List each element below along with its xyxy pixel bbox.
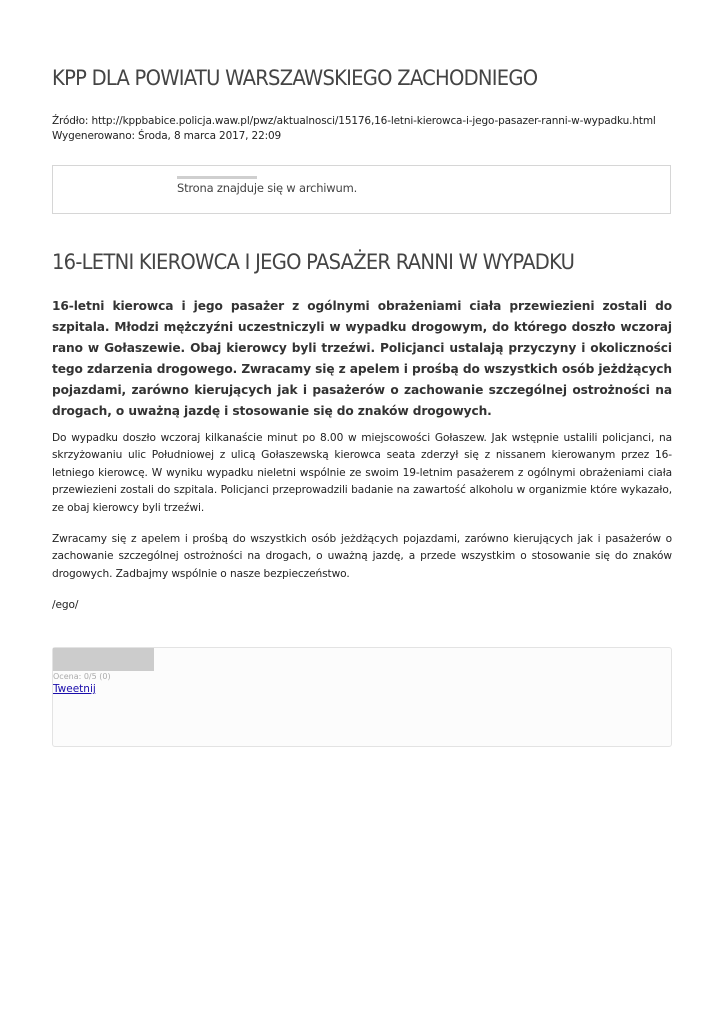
archive-notice-text: Strona znajduje się w archiwum. (177, 181, 358, 195)
article-paragraph: Do wypadku doszło wczoraj kilkanaście minut po 8.00 w miejscowości Gołaszew. Jak wstępnie ustalili policjanci, na skrzyżowaniu ulic Południowej z ulicą Gołaszewską kierowca seata zderzył się z nissanem kierowanym przez 16-letniego kierowcę. W wyniku wypadku nieletni wspólnie ze swoim 19-letnim pasażerem z ogólnymi obrażeniami ciała przewiezieni zostali do szpitala. Policjanci przeprowadzili badanie na zawartość alkoholu w organizmie które wykazało, ze obaj kierowcy byli trzeźwi. (52, 432, 672, 514)
article-lead: 16-letni kierowca i jego pasażer z ogólnymi obrażeniami ciała przewiezieni zostali do szpitala. Młodzi mężczyźni uczestniczyli w wypadku drogowym, do którego doszło wczoraj rano w Gołaszewie. Obaj kierowcy byli trzeźwi. Policjanci ustalają przyczyny i okoliczności tego zdarzenia drogowego. Zwracamy się z apelem i prośbą do wszystkich osób jeżdżących pojazdami, zarówno kierujących jak i pasażerów o zachowanie szczególnej ostrożności na drogach, o uważną jazdę i stosowanie się do znaków drogowych. (52, 299, 672, 418)
rating-stars[interactable] (53, 648, 154, 671)
article-paragraph: Zwracamy się z apelem i prośbą do wszystkich osób jeżdżących pojazdami, zarówno kierujących jak i pasażerów o zachowanie szczególnej ostrożności na drogach, o uważną jazdę, a przede wszystkim o stosowanie się do znaków drogowych. Zadbajmy wspólnie o nasze bezpieczeństwo. (52, 533, 672, 580)
meta-info (52, 114, 692, 144)
tweet-link[interactable]: Tweetnij (53, 683, 96, 695)
site-title: KPP DLA POWIATU WARSZAWSKIEGO ZACHODNIEGO (52, 66, 538, 90)
article-signature: /ego/ (52, 599, 79, 611)
generated-line: Wygenerowano: Środa, 8 marca 2017, 22:09 (52, 130, 282, 142)
rating-panel (52, 647, 672, 747)
archive-notice (52, 165, 671, 214)
archive-divider (177, 176, 257, 179)
rating-text: Ocena: 0/5 (0) (53, 672, 111, 681)
source-line: Źródło: http://kppbabice.policja.waw.pl/pwz/aktualnosci/15176,16-letni-kierowca-i-jego-pasazer-ranni-w-wypadku.html (52, 115, 656, 127)
article-title: 16-LETNI KIEROWCA I JEGO PASAŻER RANNI W WYPADKU (52, 250, 575, 274)
